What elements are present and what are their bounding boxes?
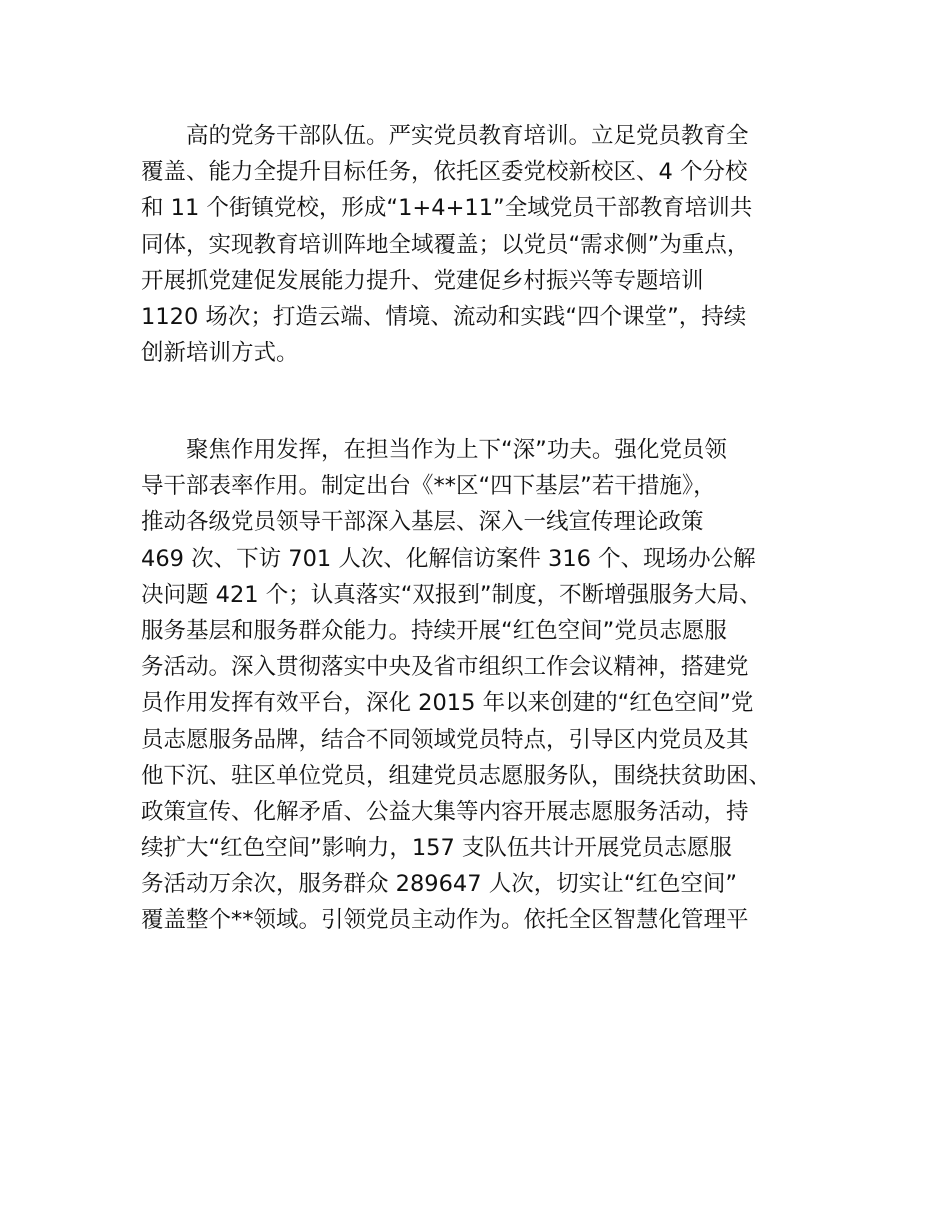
text-line: 员志愿服务品牌，结合不同领域党员特点，引导区内党员及其 — [141, 726, 749, 753]
text-line: 469 次、下访 701 人次、化解信访案件 316 个、现场办公解 — [141, 545, 756, 572]
text-line: 覆盖、能力全提升目标任务，依托区委党校新校区、4 个分校 — [141, 159, 748, 186]
text-line: 覆盖整个**领域。引领党员主动作为。依托全区智慧化管理平 — [141, 907, 749, 934]
text-line: 聚焦作用发挥，在担当作为上下“深”功夫。强化党员领 — [141, 437, 727, 463]
text-line: 务活动万余次，服务群众 289647 人次，切实让“红色空间” — [141, 871, 738, 898]
text-line: 员作用发挥有效平台，深化 2015 年以来创建的“红色空间”党 — [141, 690, 754, 717]
text-line: 政策宣传、化解矛盾、公益大集等内容开展志愿服务活动，持 — [141, 798, 749, 825]
text-line: 1120 场次；打造云端、情境、流动和实践“四个课堂”，持续 — [141, 303, 747, 330]
text-line: 创新培训方式。 — [141, 340, 299, 367]
text-line: 推动各级党员领导干部深入基层、深入一线宣传理论政策 — [141, 509, 704, 536]
paragraph-party-education-training — [141, 118, 813, 371]
text-line: 高的党务干部队伍。严实党员教育培训。立足党员教育全 — [141, 123, 749, 149]
paragraph-role-playing — [141, 432, 813, 939]
text-line: 他下沉、驻区单位党员，组建党员志愿服务队，围绕扶贫助困、 — [141, 762, 772, 789]
text-line: 务活动。深入贯彻落实中央及省市组织工作会议精神，搭建党 — [141, 654, 749, 681]
text-line: 服务基层和服务群众能力。持续开展“红色空间”党员志愿服 — [141, 617, 727, 644]
text-line: 和 11 个街镇党校，形成“1+4+11”全域党员干部教育培训共 — [141, 195, 753, 222]
text-line: 开展抓党建促发展能力提升、党建促乡村振兴等专题培训 — [141, 267, 704, 294]
text-line: 同体，实现教育培训阵地全域覆盖；以党员“需求侧”为重点， — [141, 231, 750, 258]
text-line: 导干部表率作用。制定出台《**区“四下基层”若干措施》， — [141, 473, 716, 500]
text-line: 续扩大“红色空间”影响力，157 支队伍共计开展党员志愿服 — [141, 835, 732, 862]
text-line: 决问题 421 个；认真落实“双报到”制度，不断增强服务大局、 — [141, 581, 762, 608]
